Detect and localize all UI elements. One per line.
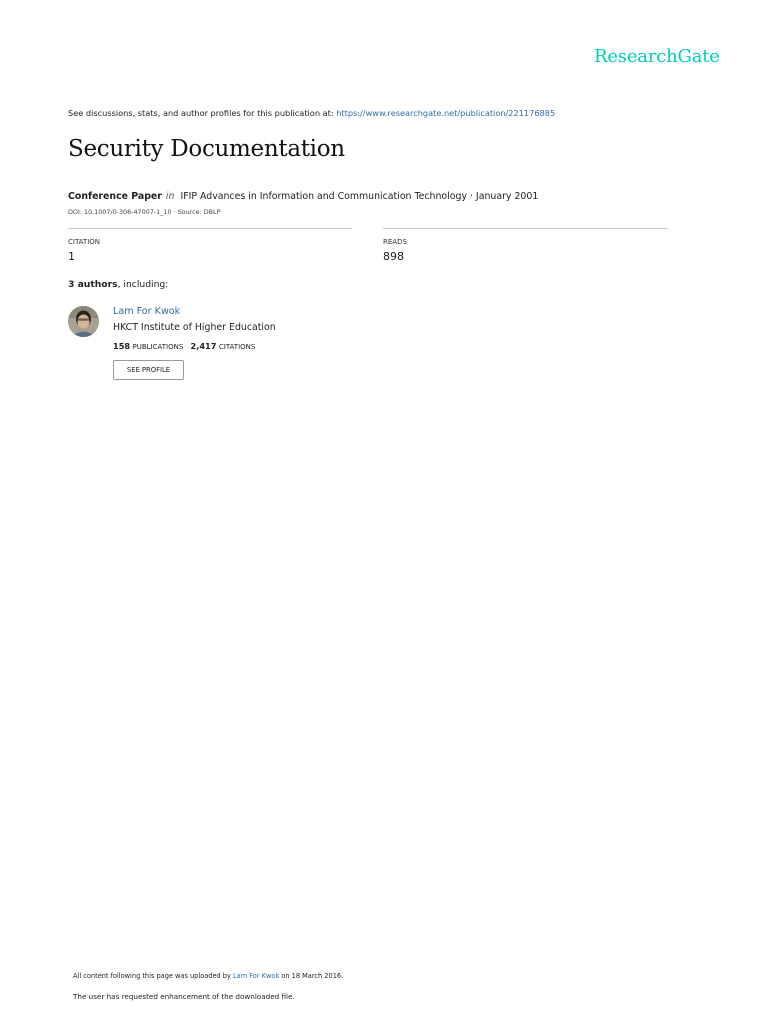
discussion-line	[68, 108, 555, 118]
publication-type: Conference Paper	[68, 191, 162, 202]
author-stats	[113, 341, 255, 351]
page-title: Security Documentation	[68, 136, 345, 162]
author-photo-icon	[68, 306, 99, 337]
reads-value: 898	[383, 250, 404, 263]
publications-label: PUBLICATIONS	[132, 343, 184, 351]
upload-prefix: All content following this page was uploaded by	[73, 972, 231, 980]
citation-label: CITATION	[68, 238, 101, 246]
publications-count: 158	[113, 341, 131, 351]
upload-note	[73, 972, 343, 980]
authors-count-line	[68, 279, 168, 290]
reads-divider	[383, 228, 668, 229]
publication-meta	[68, 191, 538, 202]
authors-including: , including:	[117, 279, 169, 290]
in-label: in	[165, 191, 175, 202]
doi-source: DOI: 10.1007/0-306-47007-1_10 · Source: DBLP	[68, 208, 221, 216]
author-institution: HKCT Institute of Higher Education	[113, 322, 276, 333]
avatar[interactable]	[68, 306, 99, 337]
publication-url-link[interactable]: https://www.researchgate.net/publication/221176885	[336, 108, 556, 118]
reads-label: READS	[383, 238, 407, 246]
venue-date: IFIP Advances in Information and Communication Technology · January 2001	[180, 191, 539, 202]
upload-suffix: on 18 March 2016.	[281, 972, 344, 980]
citation-divider	[68, 228, 352, 229]
uploader-link[interactable]: Lam For Kwok	[233, 972, 280, 980]
researchgate-logo[interactable]: ResearchGate	[594, 46, 720, 67]
authors-count: 3 authors	[68, 279, 118, 290]
discussion-text: See discussions, stats, and author profiles for this publication at:	[68, 108, 334, 118]
citations-label: CITATIONS	[218, 343, 256, 351]
enhancement-note: The user has requested enhancement of the downloaded file.	[73, 992, 295, 1001]
author-name-link[interactable]: Lam For Kwok	[113, 306, 181, 317]
citation-value: 1	[68, 250, 75, 263]
see-profile-button[interactable]: SEE PROFILE	[113, 360, 184, 380]
citations-count: 2,417	[190, 341, 217, 351]
